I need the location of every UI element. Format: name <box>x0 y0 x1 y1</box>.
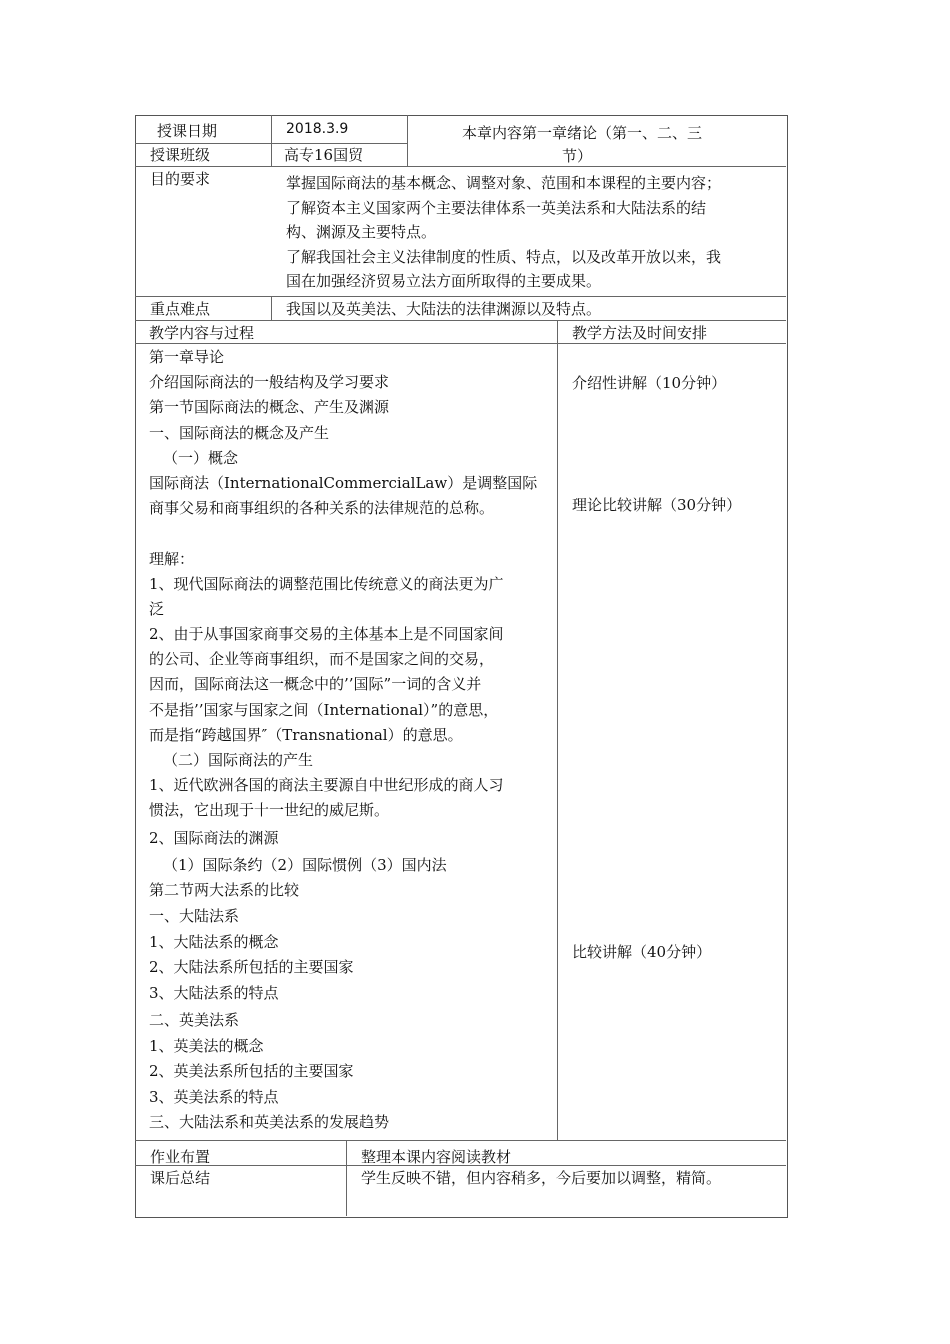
content-line: 三、大陆法系和英美法系的发展趋势 <box>149 1112 390 1131</box>
objectives-label: 目的要求 <box>150 170 211 188</box>
homework-label: 作业布置 <box>150 1148 211 1166</box>
content-line <box>149 521 554 546</box>
homework-value: 整理本课内容阅读教材 <box>361 1148 512 1166</box>
content-line: 一、大陆法系 <box>149 906 240 925</box>
content-line: 2、英美法系所包括的主要国家 <box>149 1062 354 1081</box>
method-intro: 介绍性讲解（10分钟） <box>572 374 727 392</box>
content-line: （1）国际条约（2）国际惯例（3）国内法 <box>163 855 447 874</box>
objective-line: 了解我国社会主义法律制度的性质、特点，以及改革开放以来，我 <box>286 247 722 266</box>
content-line: （一）概念 <box>163 448 239 467</box>
chapter-title-line2: 节） <box>562 147 593 165</box>
col-rule <box>346 1140 347 1216</box>
content-header-left: 教学内容与过程 <box>149 324 255 342</box>
method-compare: 比较讲解（40分钟） <box>572 943 712 961</box>
content-line: 1、近代欧洲各国的商法主要源自中世纪形成的商人习 <box>149 776 504 795</box>
method-theory: 理论比较讲解（30分钟） <box>572 496 742 514</box>
date-value: 2018.3.9 <box>286 121 349 137</box>
content-line: 2、大陆法系所包括的主要国家 <box>149 957 354 976</box>
col-rule <box>557 320 558 1140</box>
key-points-value: 我国以及英美法、大陆法的法律渊源以及特点。 <box>286 300 602 318</box>
content-line: （二）国际商法的产生 <box>163 751 314 769</box>
summary-label: 课后总结 <box>150 1169 211 1187</box>
objectives-text <box>286 171 721 294</box>
col-rule <box>407 115 408 166</box>
class-value: 高专16国贸 <box>284 146 364 164</box>
content-line: 2、国际商法的渊源 <box>149 828 279 847</box>
content-line: 第一章导论 <box>149 348 225 366</box>
content-line: 第二节两大法系的比较 <box>149 880 300 899</box>
col-rule <box>271 296 272 320</box>
objective-line: 国在加强经济贸易立法方面所取得的主要成果。 <box>286 272 602 290</box>
content-line: 不是指’’国家与国家之间（International）”的意思， <box>149 700 499 719</box>
content-line: 而是指“跨越国界″（Transnational）的意思。 <box>149 725 463 744</box>
content-line: 1、现代国际商法的调整范围比传统意义的商法更为广 <box>149 574 504 593</box>
content-header-right: 教学方法及时间安排 <box>572 324 708 342</box>
col-rule <box>271 115 272 166</box>
objective-line: 了解资本主义国家两个主要法律体系一英美法系和大陆法系的结 <box>286 198 707 217</box>
row-rule <box>135 166 786 167</box>
content-line: 泛 <box>149 599 165 618</box>
date-label: 授课日期 <box>157 122 218 140</box>
content-line: 3、大陆法系的特点 <box>149 984 279 1003</box>
content-body <box>149 345 554 1140</box>
content-line: 因而，国际商法这一概念中的’’国际”一词的含义并 <box>149 675 482 694</box>
content-line: 1、英美法的概念 <box>149 1037 264 1056</box>
content-line: 3、英美法系的特点 <box>149 1087 279 1106</box>
content-line: 二、英美法系 <box>149 1011 240 1030</box>
content-line: 2、由于从事国家商事交易的主体基本上是不同国家间 <box>149 625 504 644</box>
class-label: 授课班级 <box>150 146 211 164</box>
objective-line: 构、渊源及主要特点。 <box>286 223 437 241</box>
objective-line: 掌握国际商法的基本概念、调整对象、范围和本课程的主要内容； <box>286 174 722 192</box>
content-line: 商事父易和商事组织的各种关系的法律规范的总称。 <box>149 499 495 518</box>
row-rule <box>135 1140 786 1141</box>
content-line: 一、国际商法的概念及产生 <box>149 423 330 442</box>
summary-value: 学生反映不错，但内容稍多，今后要加以调整，精简。 <box>361 1169 722 1187</box>
content-line: 惯法，它出现于十一世纪的威尼斯。 <box>149 801 390 820</box>
content-line: 第一节国际商法的概念、产生及渊源 <box>149 398 390 417</box>
content-line: 1、大陆法系的概念 <box>149 932 279 951</box>
key-points-label: 重点难点 <box>150 300 211 318</box>
content-line: 介绍国际商法的一般结构及学习要求 <box>149 373 390 392</box>
content-line: 的公司、企业等商事组织，而不是国家之间的交易， <box>149 650 495 669</box>
content-line: 理解： <box>149 549 195 568</box>
content-line: 国际商法（InternationalCommercialLaw）是调整国际 <box>149 473 538 492</box>
chapter-title-line1: 本章内容第一章绪论（第一、二、三 <box>462 124 703 142</box>
